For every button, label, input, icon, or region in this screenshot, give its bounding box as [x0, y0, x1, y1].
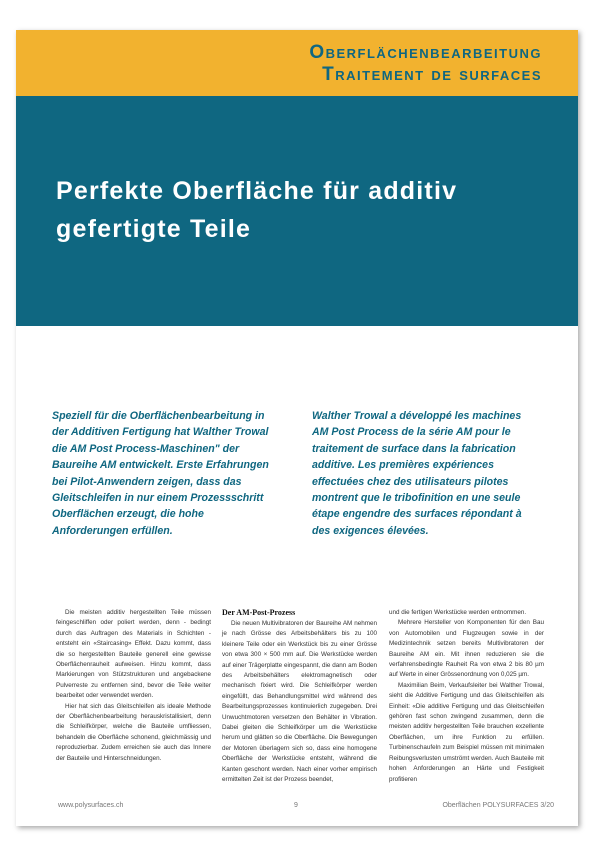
article-headline: Perfekte Oberfläche für additiv gefertigte Teile: [56, 177, 458, 243]
lead-paragraph-german: Speziell für die Oberflächenbearbeitung in der Additiven Fertigung hat Walther Trowal die AM Post Process-Maschinen" der Baureihe AM entwickelt. Erste Erfahrungen bei Pilot-Anwendern zeigen, dass das Gleitschleifen in nur einem Prozessschritt Oberflächen erzeugt, die hohe Anforderungen erfüllen.: [52, 410, 269, 537]
body-column-2: [222, 608, 377, 786]
footer-magazine-issue: Oberflächen POLYSURFACES 3/20: [442, 802, 554, 809]
section-subheading: Der AM-Post-Prozess: [222, 608, 296, 617]
body-column-1: [56, 608, 211, 764]
lead-paragraph-french: Walther Trowal a développé les machines AM Post Process de la série AM pour le traitement de surface dans la fabrication additive. Les premières expériences effectuées chez des utilisateurs pilotes montrent que le tribofinition en une seule étape engendre des surfaces répondant à des exigences élevées.: [312, 410, 522, 537]
body-column-3: [389, 608, 544, 785]
body-paragraph: Die neuen Multivibratoren der Baureihe AM nehmen je nach Grösse des Arbeitsbehälters bis zu 100 kleinere Teile oder ein Werkstück bis zu einer Grösse von etwa 300 × 500 mm auf. Die Werkstücke werden auf einer Trägerplatte eingespannt, die dann am Boden des Arbeitsbehälters elektromagnetisch oder mechanisch fixiert wird. Die Schleifkörper werden eingefüllt, das Behandlungsmittel wird während des Bearbeitungsprozesses kontinuierlich zugegeben. Drei Unwuchtmotoren versetzen den Behälter in Vibration. Dabei gleiten die Schleifkörper um die Werkstücke herum und glätten so die Oberfläche. Die Bewegungen der Motoren überlagern sich so, dass eine homogene Oberfläche der Werkstücke entsteht, während die Kanten geschont werden. Nach einer vorher empirisch ermittelten Zeit ist der Prozess beendet,: [222, 620, 377, 784]
section-title-french: Traitement de surfaces: [322, 64, 542, 85]
body-paragraph: Mehrere Hersteller von Komponenten für den Bau von Automobilen und Flugzeugen sowie in der Medizintechnik setzen bereits Multivibratoren der Baureihe AM ein. Mit ihnen reduzieren sie die verfahrensbedingte Rauheit Ra von etwa 2 bis 80 µm auf Werte in einer Grössenordnung von 0,025 µm.: [389, 619, 544, 679]
body-paragraph: Die meisten additiv hergestellten Teile müssen feingeschliffen oder poliert werden, denn - bedingt durch das Auftragen des Materials in Schichten - entsteht ein «Staircasing» Effekt. Dazu kommt, dass die so hergestellten Bauteile generell eine gewisse Oberflächenrauheit aufweisen. Hinzu kommt, dass Markierungen von Stützstrukturen und angebackene Pulverreste zu entfernen sind, bevor die Teile weiter bearbeitet oder verwendet werden.: [56, 609, 211, 700]
footer-page-number: 9: [294, 802, 298, 809]
magazine-page: [16, 30, 578, 826]
body-paragraph: Hier hat sich das Gleitschleifen als ideale Methode der Oberflächenbearbeitung herauskristallisiert, denn die Schleifkörper, welche die Bauteile umfliessen, behandeln die Oberfläche schonend, gleichmässig und reproduzierbar. Zudem erreichen sie auch das Innere der Bauteile und Hinterschneidungen.: [56, 702, 211, 762]
body-paragraph: Maximilian Beim, Verkaufsleiter bei Walther Trowal, sieht die Additive Fertigung und das Gleitschleifen als Einheit: «Die additive Fertigung und das Gleitschleifen gehören fast schon zwingend zusammen, denn die meisten additiv hergestellten Teile brauchen exzellente Oberflächen, um ihre Funktion zu erfüllen. Turbinenschaufeln zum Beispiel müssen mit minimalen Reibungsverlusten umströmt werden. Auch Bauteile mit hohen Anforderungen an Härte und Festigkeit profitieren: [389, 681, 544, 783]
body-paragraph: und die fertigen Werkstücke werden entnommen.: [389, 609, 527, 616]
footer-website: www.polysurfaces.ch: [58, 802, 124, 809]
section-title-german: Oberflächenbearbeitung: [309, 42, 542, 63]
